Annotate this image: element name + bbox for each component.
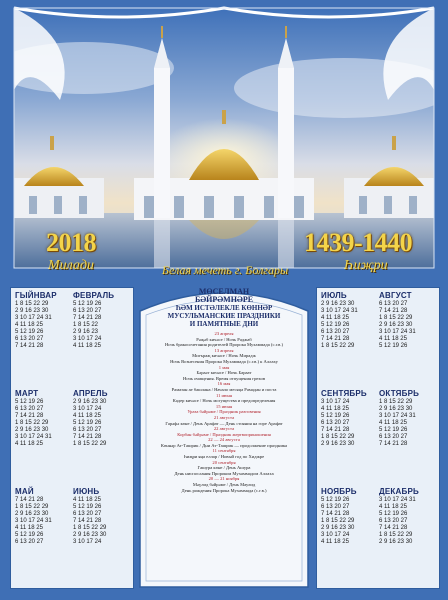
calendar-section <box>8 281 440 593</box>
holiday-text: Корбан бәйрәме / Праздник жертвоприношения <box>177 431 271 437</box>
holidays-title-line: БӘЙРӘМНӘРЕ <box>194 295 254 304</box>
era-hijri: Һиҗри <box>344 258 388 273</box>
holiday-text: Ночь очищения. Время отпущения грехов <box>183 375 265 381</box>
holiday-date: 1 мая <box>218 364 230 370</box>
holiday-text: Рамазан ае башлана / Начало месяца Рамадан и поста <box>171 386 277 392</box>
holiday-text: Мигъраҗ кичәсе / Ночь Мирадж <box>192 353 256 359</box>
holiday-text: День рождения Пророка Мухаммада (с.г.в.) <box>181 487 267 493</box>
mosque-caption: Белая мечеть г. Болгары <box>161 263 289 277</box>
holiday-text: Ночь Вознесения Пророка Мухаммада (с.г.в.) к Аллаху <box>170 358 278 364</box>
holiday-date: 22 — 24 августа <box>208 437 240 443</box>
year-hijri: 1439-1440 <box>304 228 413 257</box>
holiday-date: 13 апреля <box>214 347 234 353</box>
months-panel-right <box>316 287 440 589</box>
holiday-date: 20 сентября <box>212 459 236 465</box>
holiday-text: Кадер кичәсе / Ночь могущества и предопределения <box>172 398 276 404</box>
holidays-title-line: И ПАМЯТНЫЕ ДНИ <box>189 320 259 328</box>
month-april: АПРЕЛЬ 2 9 16 23 30 3 10 17 24 4 11 18 25 5 12 19 26 6 13 20 27 7 14 21 28 1 8 15 22 29 <box>73 389 108 447</box>
holidays-title-line: МӨСЕЛМАН <box>198 287 250 296</box>
month-may: МАЙ 7 14 21 28 1 8 15 22 29 2 9 16 23 30 3 10 17 24 31 4 11 18 25 5 12 19 26 6 13 20 27 <box>15 487 52 545</box>
month-june: ИЮНЬ 4 11 18 25 5 12 19 26 6 13 20 27 7 14 21 28 1 8 15 22 29 2 9 16 23 30 3 10 17 24 <box>73 487 107 545</box>
era-gregorian: Милади <box>48 258 95 273</box>
holidays-title-line: ҺӘМ ИСТӘЛЕКЛЕ КӨННӘР <box>175 304 273 312</box>
month-july: ИЮЛЬ 2 9 16 23 30 3 10 17 24 31 4 11 18 25 5 12 19 26 6 13 20 27 7 14 21 28 1 8 15 22 29 <box>321 291 358 349</box>
holiday-date: 21 августа <box>213 414 235 420</box>
holidays-list <box>142 331 306 493</box>
month-march: МАРТ 5 12 19 26 6 13 20 27 7 14 21 28 1 8 15 22 29 2 9 16 23 30 3 10 17 24 31 4 11 18 25 <box>15 389 52 447</box>
holiday-date: 16 мая <box>217 381 231 387</box>
months-panel-left <box>10 287 134 589</box>
holiday-text: Мәүлид бәйрәме / День Маулид <box>192 482 256 488</box>
holiday-date: 20 — 21 ноября <box>208 476 240 482</box>
holiday-date: 11 июня <box>215 392 233 398</box>
month-october: ОКТЯБРЬ 1 8 15 22 29 2 9 16 23 30 3 10 17 24 31 4 11 18 25 5 12 19 26 6 13 20 27 7 14 21 28 <box>379 389 420 447</box>
holiday-text: День ниспослания Пророком Мухаммадом Аллаха <box>174 470 274 476</box>
holiday-date: 22 августа <box>213 426 235 432</box>
month-november: НОЯБРЬ 5 12 19 26 6 13 20 27 7 14 21 28 1 8 15 22 29 2 9 16 23 30 3 10 17 24 4 11 18 25 <box>321 487 357 545</box>
year-gregorian: 2018 <box>46 228 96 257</box>
holiday-text: Гашура көне / День Ашура <box>197 465 251 471</box>
holiday-text: Бәраәт кичәсе / Ночь Бараат <box>196 370 252 376</box>
holiday-text: Рәҗәб кичәсе / Ночь Раджаб <box>196 336 252 342</box>
holiday-date: 23 апреля <box>214 331 234 336</box>
month-september: СЕНТЯБРЬ 3 10 17 24 4 11 18 25 5 12 19 26 6 13 20 27 7 14 21 28 1 8 15 22 29 2 9 16 23 30 <box>321 389 367 447</box>
month-august: АВГУСТ 6 13 20 27 7 14 21 28 1 8 15 22 29 2 9 16 23 30 3 10 17 24 31 4 11 18 25 5 12 19 26 <box>379 291 416 349</box>
holidays-panel <box>136 281 312 591</box>
month-february: ФЕВРАЛЬ 5 12 19 26 6 13 20 27 7 14 21 28 1 8 15 22 2 9 16 23 3 10 17 24 4 11 18 25 <box>73 291 115 349</box>
month-january: ГЫЙНВАР 1 8 15 22 29 2 9 16 23 30 3 10 17 24 31 4 11 18 25 5 12 19 26 6 13 20 27 7 14 21 28 <box>15 291 57 349</box>
holiday-text: Ночь бракосочетания родителей Пророка Мухаммада (с.г.в.) <box>164 342 284 348</box>
holidays-title-line: МУСУЛЬМАНСКИЕ ПРАЗДНИКИ <box>167 312 281 320</box>
holiday-text: Гарәфә көне / День Арафат — День стояния на горе Арафат <box>165 420 283 426</box>
holiday-text: Һиҗри яңа еллар / Новый год по Хиджре <box>183 454 265 460</box>
holiday-text: Көннәр Ат-Ташрик / Дни Ат-Ташрик — продолжение праздника <box>160 442 288 448</box>
holiday-date: 11 сентября <box>212 448 236 454</box>
holiday-date: 15 июня <box>215 403 233 409</box>
holiday-text: Ураза бәйрәме / Праздник разговения <box>187 409 261 415</box>
month-december: ДЕКАБРЬ 3 10 17 24 31 4 11 18 25 5 12 19 26 6 13 20 27 7 14 21 28 1 8 15 22 29 2 9 16 23 30 <box>379 487 419 545</box>
